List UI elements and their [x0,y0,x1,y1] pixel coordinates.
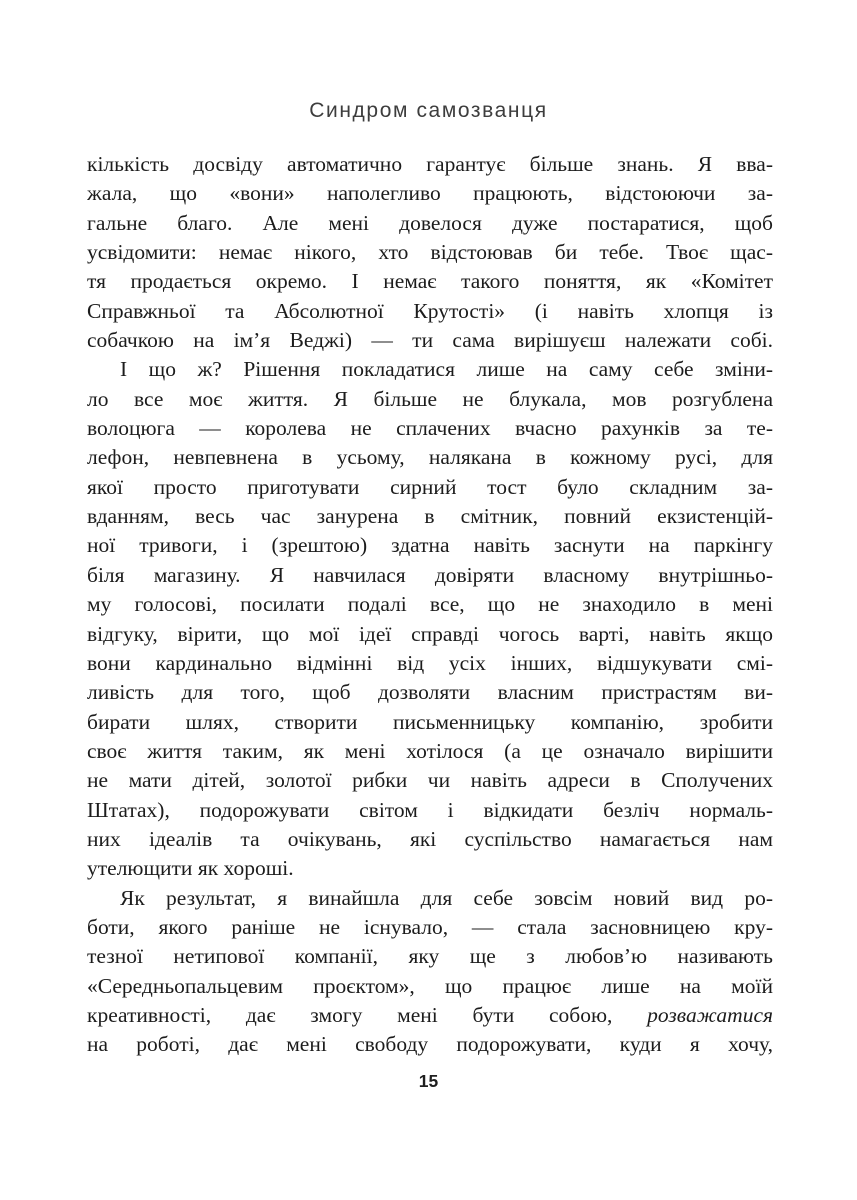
text-line: жала, що «вони» наполегливо працюють, відстоюючи за- [87,181,773,206]
text-line: вони кардинально відмінні від усіх інших, відшукувати смі- [87,650,773,675]
text-line: Як результат, я винайшла для себе зовсім новий вид ро- [120,885,773,910]
text-line: І що ж? Рішення покладатися лише на саму себе зміни- [120,357,773,382]
text-line: волоцюга — королева не сплачених вчасно рахунків за те- [87,416,773,441]
text-line: креативності, дає змогу мені бути собою, розважатися [87,1002,773,1027]
text-line: відгуку, вірити, що мої ідеї справді чогось варті, навіть якщо [87,621,773,646]
italic-text: розважатися [647,1002,773,1027]
text-line: усвідомити: немає нікого, хто відстоював би тебе. Твоє щас- [87,240,773,265]
text-line: му голосові, посилати подалі все, що не знаходило в мені [87,592,773,617]
text-line: собачкою на ім’я Веджі) — ти сама вирішуєш належати собі. [87,328,773,353]
text-line: тя продається окремо. І немає такого поняття, як «Комітет [87,269,773,294]
text-line: якої просто приготувати сирний тост було складним за- [87,474,773,499]
text-line: тезної нетипової компанії, яку ще з любов’ю називають [87,944,773,969]
text-line: лефон, невпевнена в усьому, налякана в кожному русі, для [87,445,773,470]
text-line: біля магазину. Я навчилася довіряти власному внутрішньо- [87,562,773,587]
text-line: вданням, весь час занурена в смітник, повний екзистенцій- [87,504,773,529]
text-line: ливість для того, щоб дозволяти власним пристрастям ви- [87,680,773,705]
text-line: ної тривоги, і (зрештою) здатна навіть заснути на паркінгу [87,533,773,558]
text-line: Справжньої та Абсолютної Крутості» (і навіть хлопця із [87,298,773,323]
body-text [87,150,773,1060]
text-line: своє життя таким, як мені хотілося (а це означало вирішити [87,738,773,763]
text-line: кількість досвіду автоматично гарантує більше знань. Я вва- [87,152,773,176]
text-line: на роботі, дає мені свободу подорожувати, куди я хочу, [87,1032,773,1057]
text-line: не мати дітей, золотої рибки чи навіть адреси в Сполучених [87,768,773,793]
text-line: гальне благо. Але мені довелося дуже постаратися, щоб [87,210,773,235]
text-line: бирати шлях, створити письменницьку компанію, зробити [87,709,773,734]
text-line: утелющити як хороші. [87,856,294,881]
page-number: 15 [418,1071,439,1091]
text-line: них ідеалів та очікувань, які суспільство намагається нам [87,826,773,851]
text-line: «Середньопальцевим проєктом», що працює лише на моїй [87,973,773,998]
running-title: Синдром самозванця [309,99,548,122]
text-line: Штатах), подорожувати світом і відкидати безліч нормаль- [87,797,773,822]
text-line: ло все моє життя. Я більше не блукала, мов розгублена [87,386,773,411]
text-line: боти, якого раніше не існувало, — стала засновницею кру- [87,914,773,939]
